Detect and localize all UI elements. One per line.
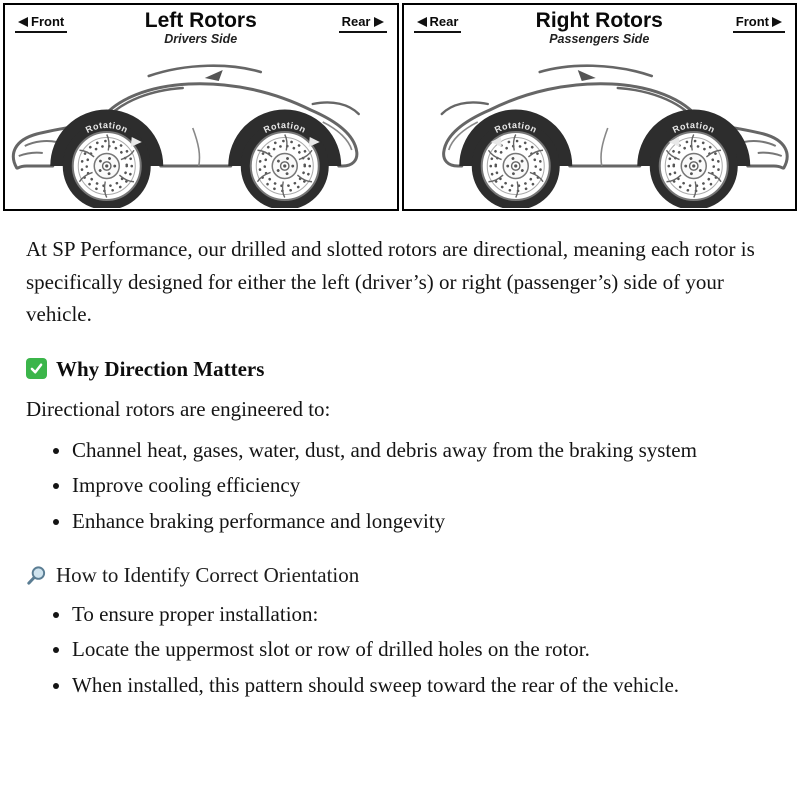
car-illustration-passenger-side	[404, 50, 796, 208]
rotor-direction-diagram	[0, 0, 800, 211]
panel-title: Left Rotors	[144, 9, 257, 32]
panel-subtitle: Passengers Side	[549, 32, 650, 47]
rear-direction-label	[414, 14, 462, 33]
why-bullet-list	[26, 434, 774, 538]
magnifier-icon	[26, 565, 47, 586]
rotation-label: Rotation	[670, 119, 717, 135]
list-item: • Locate the uppermost slot or row of drilled holes on the rotor.	[72, 633, 708, 666]
list-item: • To ensure proper installation:	[72, 598, 708, 631]
arrow-left-icon	[417, 17, 427, 27]
rotation-label: Rotation	[492, 119, 539, 135]
list-item: • Improve cooling efficiency	[72, 469, 708, 502]
arrow-right-icon	[772, 17, 782, 27]
article-body	[0, 211, 800, 702]
left-rotors-panel	[3, 3, 399, 211]
panel-subtitle: Drivers Side	[164, 32, 238, 47]
rear-direction-label	[339, 14, 387, 33]
how-to-identify-heading	[26, 559, 774, 592]
rotation-label: Rotation	[83, 119, 130, 135]
intro-paragraph: At SP Performance, our drilled and slotted rotors are directional, meaning each rotor is specifically designed for either the left (driver’s) or right (passenger’s) side of your vehicle.	[26, 237, 755, 327]
heading-text: Why Direction Matters	[56, 356, 265, 381]
direction-text: Rear	[429, 14, 459, 29]
list-item: • Channel heat, gases, water, dust, and debris away from the braking system	[72, 434, 708, 467]
arrow-left-icon	[18, 17, 28, 27]
arrow-right-icon	[374, 17, 384, 27]
rotation-label: Rotation	[261, 119, 308, 135]
panel-title: Right Rotors	[535, 9, 663, 32]
check-icon	[26, 358, 47, 379]
direction-text: Rear	[341, 14, 371, 29]
direction-text: Front	[735, 14, 769, 29]
heading-text: How to Identify Correct Orientation	[56, 563, 360, 588]
front-direction-label	[733, 14, 785, 33]
list-item: • Enhance braking performance and longevity	[72, 505, 708, 538]
direction-text: Front	[31, 14, 65, 29]
engineered-lead: Directional rotors are engineered to:	[26, 397, 331, 422]
why-direction-matters-heading	[26, 353, 774, 386]
how-bullet-list	[26, 598, 774, 702]
right-rotors-panel	[402, 3, 798, 211]
car-illustration-driver-side	[5, 50, 397, 208]
front-direction-label	[15, 14, 67, 33]
list-item: • When installed, this pattern should sweep toward the rear of the vehicle.	[72, 669, 708, 702]
